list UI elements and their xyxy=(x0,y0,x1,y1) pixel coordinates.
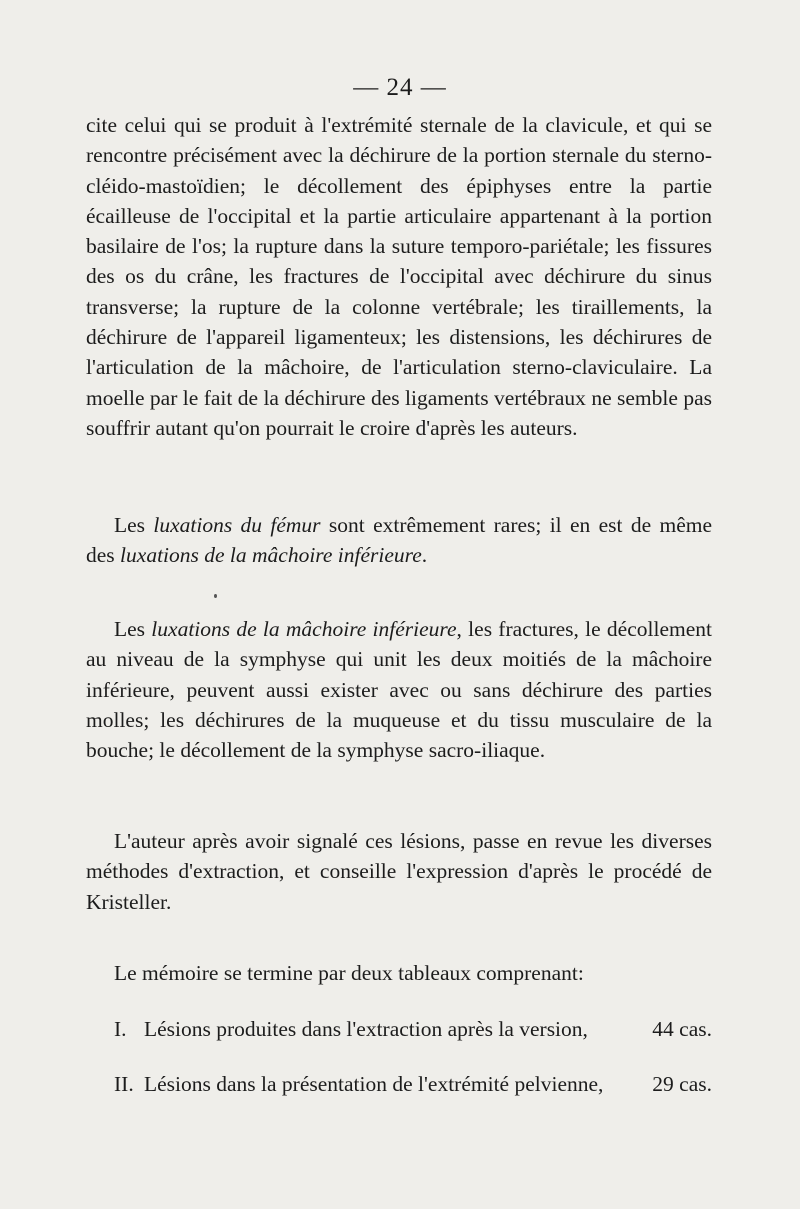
list-item-2-body xyxy=(114,1069,603,1099)
paragraph-3-text-a: Les xyxy=(114,617,152,641)
paragraph-1: cite celui qui se produit à l'extrémité sternale de la clavicule, et qui se rencontre précisément avec la déchirure de la portion sternale du sterno-cléido-mastoïdien; le décollement des épiphyses entre la partie écailleuse de l'occipital et la partie articulaire appartenant à la portion basilaire de l'os; la rupture dans la suture temporo-pariétale; les fissures des os du crâne, les fractures de l'occipital avec déchirure du sinus transverse; la rupture de la colonne vertébrale; les tiraillements, la déchirure de l'appareil ligamenteux; les distensions, les déchirures de l'articulation de la mâchoire, de l'articulation sterno-claviculaire. La moelle par le fait de la déchirure des ligaments vertébraux ne semble pas souffrir autant qu'on pourrait le croire d'après les auteurs. xyxy=(86,113,712,440)
paragraph-2-italic-femur: luxations du fémur xyxy=(153,513,321,537)
paragraph-3-text-b: , les fractures, le décollement au niveau de la symphyse qui unit les deux moitiés de la mâchoire inférieure, peuvent aussi exister avec ou sans déchirure des parties molles; les déchirures de la muqueuse et du tissu musculaire de la bouche; le décollement de la symphyse sacro-iliaque. xyxy=(86,617,712,763)
list-item-2 xyxy=(114,1069,712,1099)
paragraph-2-text-b: sont extrêmement rares; il en est de même des xyxy=(86,513,713,568)
paragraph-3 xyxy=(86,614,712,765)
list-item-1-number: I. xyxy=(114,1017,127,1041)
paragraph-2-text-c: . xyxy=(421,543,428,568)
ink-speck xyxy=(214,594,217,598)
list-item-1-body xyxy=(114,1014,588,1044)
paragraph-4: L'auteur après avoir signalé ces lésions, passe en revue les diverses méthodes d'extraction, et conseille l'expression d'après le procédé de Kristeller. xyxy=(86,829,712,914)
list-item-2-number: II. xyxy=(114,1072,134,1096)
list-item-1-text: Lésions produites dans l'extraction après la version, xyxy=(144,1017,588,1041)
paragraph-2-italic-machoire: luxations de la mâchoire inférieure xyxy=(120,543,422,568)
paragraph-2-text-a: Les xyxy=(114,513,154,537)
paragraph-5: Le mémoire se termine par deux tableaux comprenant: xyxy=(114,961,584,985)
list-item-1 xyxy=(114,1014,712,1044)
paragraph-2 xyxy=(86,510,712,571)
list-item-1-count: 44 cas. xyxy=(652,1017,712,1041)
page-number: — 24 — xyxy=(353,74,447,101)
paragraph-3-italic-machoire: luxations de la mâchoire inférieure xyxy=(151,617,457,641)
list-item-2-count: 29 cas. xyxy=(652,1072,712,1096)
list-item-2-text: Lésions dans la présentation de l'extrémité pelvienne, xyxy=(144,1072,604,1096)
